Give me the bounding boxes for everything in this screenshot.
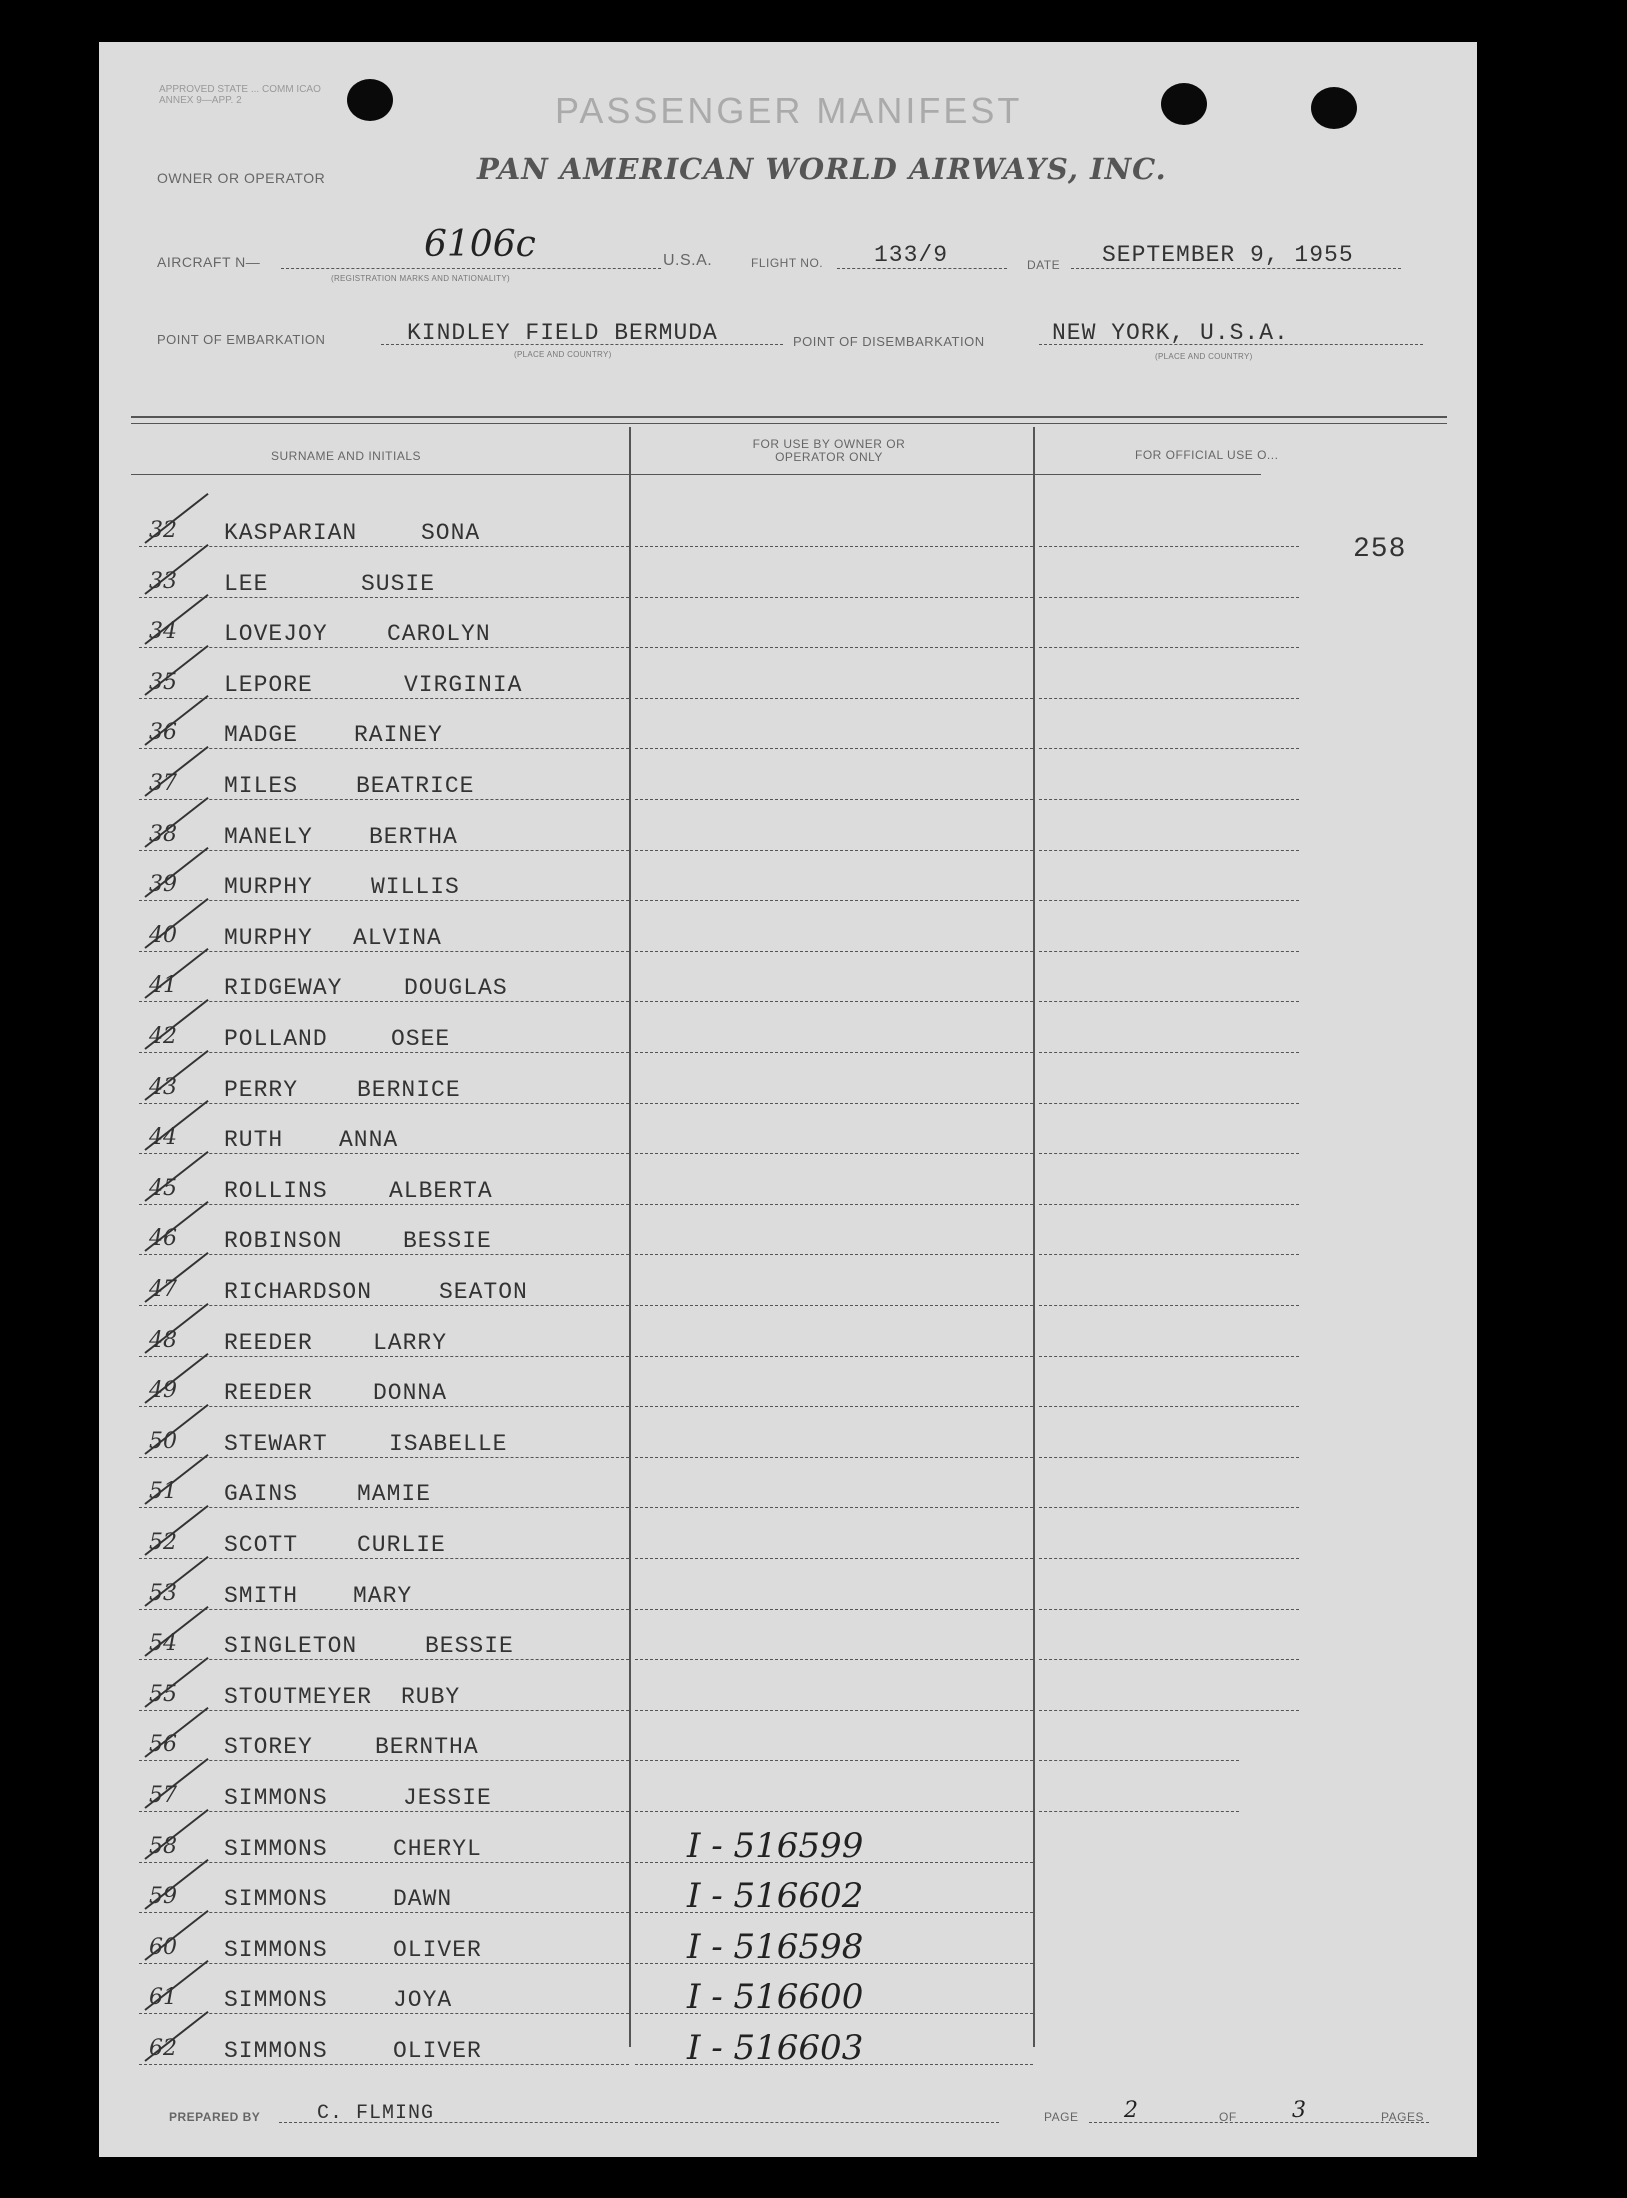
passenger-row — [99, 1275, 1477, 1326]
passenger-surname: KASPARIAN — [224, 520, 358, 546]
owner-col-underline — [635, 1609, 1033, 1610]
passenger-row — [99, 1781, 1477, 1832]
official-col-underline — [1039, 1153, 1299, 1154]
row-number: 57 — [149, 1783, 177, 1808]
of-label: OF — [1219, 2110, 1237, 2124]
official-col-underline — [1039, 647, 1299, 648]
passenger-given-name: BERTHA — [369, 824, 458, 850]
owner-col-underline — [635, 1103, 1033, 1104]
row-number: 58 — [149, 1834, 177, 1859]
row-number: 61 — [149, 1985, 177, 2010]
row-number: 36 — [149, 720, 177, 745]
col-header-owner: FOR USE BY OWNER OR OPERATOR ONLY — [752, 437, 906, 464]
row-number: 35 — [149, 670, 177, 695]
name-underline — [139, 1912, 629, 1913]
owner-col-underline — [635, 1204, 1033, 1205]
passenger-given-name: BERNICE — [357, 1077, 461, 1103]
official-col-underline — [1039, 1254, 1299, 1255]
official-col-underline — [1039, 1558, 1299, 1559]
passenger-row — [99, 668, 1477, 719]
official-col-underline — [1039, 1760, 1239, 1761]
name-underline — [139, 1558, 629, 1559]
owner-col-underline — [635, 1659, 1033, 1660]
name-underline — [139, 1356, 629, 1357]
document-number: I - 516598 — [687, 1927, 864, 1967]
passenger-given-name: BESSIE — [403, 1228, 492, 1254]
embark-value: KINDLEY FIELD BERMUDA — [407, 320, 718, 346]
row-number: 33 — [149, 569, 177, 594]
passenger-row — [99, 1876, 1477, 1933]
passenger-given-name: LARRY — [373, 1330, 448, 1356]
passenger-given-name: ALVINA — [353, 925, 442, 951]
passenger-row — [99, 1629, 1477, 1680]
document-number: I - 516599 — [687, 1826, 864, 1866]
row-number: 39 — [149, 872, 177, 897]
name-underline — [139, 1305, 629, 1306]
manifest-page — [99, 42, 1477, 2157]
row-number: 42 — [149, 1024, 177, 1049]
passenger-row — [99, 1073, 1477, 1124]
passenger-surname: SIMMONS — [224, 1785, 328, 1811]
passenger-given-name: SEATON — [439, 1279, 528, 1305]
passenger-surname: PERRY — [224, 1077, 299, 1103]
approval-stamp: APPROVED STATE ... COMM ICAO ANNEX 9—APP. 2 — [159, 84, 321, 106]
name-underline — [139, 1811, 629, 1812]
flight-line — [837, 268, 1007, 269]
pages-label: PAGES — [1381, 2110, 1424, 2124]
row-number: 48 — [149, 1328, 177, 1353]
official-col-underline — [1039, 799, 1299, 800]
passenger-given-name: DONNA — [373, 1380, 448, 1406]
passenger-row — [99, 1376, 1477, 1427]
name-underline — [139, 850, 629, 851]
passenger-surname: MILES — [224, 773, 299, 799]
row-number: 38 — [149, 822, 177, 847]
official-col-underline — [1039, 1305, 1299, 1306]
passenger-row — [99, 1730, 1477, 1781]
passenger-row — [99, 971, 1477, 1022]
row-number: 54 — [149, 1631, 177, 1656]
passenger-surname: LEPORE — [224, 672, 313, 698]
passenger-surname: ROLLINS — [224, 1178, 328, 1204]
owner-col-underline — [635, 647, 1033, 648]
official-col-underline — [1039, 1457, 1299, 1458]
passenger-row — [99, 2028, 1477, 2085]
row-number: 41 — [149, 973, 177, 998]
col-header-official: FOR OFFICIAL USE O... — [1135, 448, 1279, 462]
passenger-row — [99, 921, 1477, 972]
passenger-row — [99, 1528, 1477, 1579]
passenger-given-name: ANNA — [339, 1127, 399, 1153]
passenger-row — [99, 718, 1477, 769]
passenger-surname: RICHARDSON — [224, 1279, 373, 1305]
passenger-surname: SCOTT — [224, 1532, 299, 1558]
passenger-row — [99, 1224, 1477, 1275]
passenger-surname: GAINS — [224, 1481, 299, 1507]
official-col-underline — [1039, 900, 1299, 901]
official-col-underline — [1039, 1659, 1299, 1660]
name-underline — [139, 900, 629, 901]
row-number: 37 — [149, 771, 177, 796]
row-number: 40 — [149, 923, 177, 948]
row-number: 47 — [149, 1277, 177, 1302]
passenger-given-name: SONA — [421, 520, 481, 546]
table-top-rule — [131, 416, 1447, 418]
official-col-underline — [1039, 1356, 1299, 1357]
page-value: 2 — [1124, 2098, 1138, 2123]
name-underline — [139, 1963, 629, 1964]
place-note-1: (PLACE AND COUNTRY) — [514, 350, 612, 359]
passenger-surname: MANELY — [224, 824, 313, 850]
row-number: 60 — [149, 1935, 177, 1960]
name-underline — [139, 1507, 629, 1508]
passenger-given-name: WILLIS — [371, 874, 460, 900]
passenger-row — [99, 617, 1477, 668]
official-col-underline — [1039, 1052, 1299, 1053]
disembark-value: NEW YORK, U.S.A. — [1052, 320, 1289, 346]
owner-col-underline — [635, 546, 1033, 547]
owner-col-underline — [635, 1710, 1033, 1711]
official-col-underline — [1039, 951, 1299, 952]
passenger-surname: MURPHY — [224, 874, 313, 900]
passenger-row — [99, 1326, 1477, 1377]
name-underline — [139, 597, 629, 598]
name-underline — [139, 1760, 629, 1761]
passenger-row — [99, 1123, 1477, 1174]
passenger-given-name: BERNTHA — [375, 1734, 479, 1760]
embark-label: POINT OF EMBARKATION — [157, 332, 326, 347]
punch-hole — [1161, 83, 1207, 125]
passenger-surname: MADGE — [224, 722, 299, 748]
official-col-underline — [1039, 1103, 1299, 1104]
stamp-number: 258 — [1353, 534, 1407, 565]
owner-col-underline — [635, 1153, 1033, 1154]
passenger-surname: SINGLETON — [224, 1633, 358, 1659]
manifest-title: PASSENGER MANIFEST — [555, 90, 1023, 131]
official-col-underline — [1039, 1001, 1299, 1002]
owner-col-underline — [635, 1305, 1033, 1306]
row-number: 32 — [149, 518, 177, 543]
of-value: 3 — [1292, 2098, 1306, 2123]
passenger-given-name: BEATRICE — [356, 773, 475, 799]
owner-col-underline — [635, 1356, 1033, 1357]
passenger-surname: SIMMONS — [224, 1886, 328, 1912]
row-number: 46 — [149, 1226, 177, 1251]
passenger-row — [99, 1477, 1477, 1528]
page-line — [1089, 2122, 1429, 2123]
owner-col-underline — [635, 900, 1033, 901]
passenger-surname: LEE — [224, 571, 269, 597]
passenger-given-name: CAROLYN — [387, 621, 491, 647]
aircraft-label: AIRCRAFT N— — [157, 254, 261, 270]
row-number: 45 — [149, 1176, 177, 1201]
passenger-surname: SIMMONS — [224, 1836, 328, 1862]
owner-label: OWNER OR OPERATOR — [157, 170, 326, 186]
row-number: 62 — [149, 2036, 177, 2061]
row-number: 43 — [149, 1075, 177, 1100]
flight-value: 133/9 — [874, 242, 949, 268]
passenger-row — [99, 769, 1477, 820]
passenger-given-name: ISABELLE — [389, 1431, 508, 1457]
name-underline — [139, 748, 629, 749]
official-col-underline — [1039, 748, 1299, 749]
passenger-surname: POLLAND — [224, 1026, 328, 1052]
document-number: I - 516600 — [687, 1977, 864, 2017]
passenger-given-name: JESSIE — [403, 1785, 492, 1811]
passenger-surname: ROBINSON — [224, 1228, 343, 1254]
passenger-surname: MURPHY — [224, 925, 313, 951]
row-number: 44 — [149, 1125, 177, 1150]
passenger-given-name: CURLIE — [357, 1532, 446, 1558]
name-underline — [139, 698, 629, 699]
disembark-label: POINT OF DISEMBARKATION — [793, 334, 985, 349]
official-col-underline — [1039, 546, 1299, 547]
name-underline — [139, 1609, 629, 1610]
name-underline — [139, 1204, 629, 1205]
passenger-surname: STOUTMEYER — [224, 1684, 373, 1710]
official-col-underline — [1039, 1406, 1299, 1407]
passenger-given-name: ALBERTA — [389, 1178, 493, 1204]
passenger-given-name: DOUGLAS — [404, 975, 508, 1001]
owner-col-underline — [635, 698, 1033, 699]
aircraft-line — [281, 268, 661, 269]
name-underline — [139, 799, 629, 800]
name-underline — [139, 1153, 629, 1154]
date-line — [1071, 268, 1401, 269]
official-col-underline — [1039, 597, 1299, 598]
passenger-surname: RIDGEWAY — [224, 975, 343, 1001]
passenger-surname: SIMMONS — [224, 2038, 328, 2064]
owner-col-underline — [635, 1760, 1033, 1761]
owner-col-underline — [635, 799, 1033, 800]
passenger-surname: REEDER — [224, 1380, 313, 1406]
passenger-given-name: VIRGINIA — [404, 672, 523, 698]
prepared-value: C. FLMING — [317, 2102, 435, 2125]
punch-hole — [1311, 87, 1357, 129]
name-underline — [139, 1103, 629, 1104]
passenger-surname: STOREY — [224, 1734, 313, 1760]
passenger-row — [99, 1427, 1477, 1478]
row-number: 34 — [149, 619, 177, 644]
passenger-given-name: OSEE — [391, 1026, 451, 1052]
official-col-underline — [1039, 1507, 1299, 1508]
official-col-underline — [1039, 698, 1299, 699]
passenger-surname: LOVEJOY — [224, 621, 328, 647]
row-number: 50 — [149, 1429, 177, 1454]
passenger-row — [99, 1977, 1477, 2034]
row-number: 52 — [149, 1530, 177, 1555]
company-name: PAN AMERICAN WORLD AIRWAYS, INC. — [477, 152, 1167, 186]
name-underline — [139, 1659, 629, 1660]
official-col-underline — [1039, 1811, 1239, 1812]
owner-col-underline — [635, 1406, 1033, 1407]
passenger-given-name: OLIVER — [393, 1937, 482, 1963]
name-underline — [139, 1862, 629, 1863]
passenger-surname: RUTH — [224, 1127, 284, 1153]
passenger-given-name: MAMIE — [357, 1481, 432, 1507]
passenger-row — [99, 1174, 1477, 1225]
passenger-row — [99, 567, 1477, 618]
flight-label: FLIGHT NO. — [751, 256, 824, 270]
owner-col-underline — [635, 1001, 1033, 1002]
name-underline — [139, 647, 629, 648]
passenger-surname: REEDER — [224, 1330, 313, 1356]
owner-col-underline — [635, 1052, 1033, 1053]
row-number: 49 — [149, 1378, 177, 1403]
passenger-given-name: DAWN — [393, 1886, 453, 1912]
owner-col-underline — [635, 1507, 1033, 1508]
passenger-given-name: OLIVER — [393, 2038, 482, 2064]
name-underline — [139, 2064, 629, 2065]
col-header-surname: SURNAME AND INITIALS — [271, 449, 422, 463]
owner-col-underline — [635, 1457, 1033, 1458]
prepared-label: PREPARED BY — [169, 2110, 261, 2124]
aircraft-value: 6106c — [424, 224, 536, 265]
name-underline — [139, 951, 629, 952]
owner-col-underline — [635, 1254, 1033, 1255]
passenger-row — [99, 1579, 1477, 1630]
owner-col-underline — [635, 597, 1033, 598]
row-number: 53 — [149, 1581, 177, 1606]
name-underline — [139, 1457, 629, 1458]
passenger-row — [99, 820, 1477, 871]
owner-col-underline — [635, 850, 1033, 851]
row-number: 55 — [149, 1682, 177, 1707]
passenger-given-name: MARY — [353, 1583, 413, 1609]
passenger-given-name: SUSIE — [361, 571, 436, 597]
passenger-given-name: BESSIE — [425, 1633, 514, 1659]
official-col-underline — [1039, 1609, 1299, 1610]
passenger-row — [99, 516, 1477, 567]
passenger-row — [99, 1022, 1477, 1073]
passenger-row — [99, 1680, 1477, 1731]
usa-label: U.S.A. — [663, 252, 713, 269]
name-underline — [139, 1406, 629, 1407]
passenger-given-name: RUBY — [401, 1684, 461, 1710]
owner-col-underline — [635, 951, 1033, 952]
name-underline — [139, 1710, 629, 1711]
name-underline — [139, 1001, 629, 1002]
passenger-surname: SIMMONS — [224, 1987, 328, 2013]
table-top-rule-2 — [131, 423, 1447, 424]
official-col-underline — [1039, 850, 1299, 851]
passenger-given-name: CHERYL — [393, 1836, 482, 1862]
name-underline — [139, 1254, 629, 1255]
owner-col-underline — [635, 748, 1033, 749]
name-underline — [139, 1052, 629, 1053]
passenger-given-name: JOYA — [393, 1987, 453, 2013]
row-number: 59 — [149, 1884, 177, 1909]
official-col-underline — [1039, 1710, 1299, 1711]
name-underline — [139, 2013, 629, 2014]
registration-note: (REGISTRATION MARKS AND NATIONALITY) — [331, 274, 510, 283]
passenger-given-name: RAINEY — [354, 722, 443, 748]
date-value: SEPTEMBER 9, 1955 — [1102, 242, 1354, 268]
page-label: PAGE — [1044, 2110, 1079, 2124]
owner-col-underline — [635, 1558, 1033, 1559]
official-col-underline — [1039, 1204, 1299, 1205]
header-underline — [131, 474, 1261, 475]
passenger-surname: STEWART — [224, 1431, 328, 1457]
row-number: 56 — [149, 1732, 177, 1757]
document-number: I - 516602 — [687, 1876, 864, 1916]
punch-hole — [347, 79, 393, 121]
passenger-surname: SIMMONS — [224, 1937, 328, 1963]
date-label: DATE — [1027, 258, 1061, 272]
name-underline — [139, 546, 629, 547]
place-note-2: (PLACE AND COUNTRY) — [1155, 352, 1253, 361]
document-number: I - 516603 — [687, 2028, 864, 2068]
row-number: 51 — [149, 1479, 177, 1504]
owner-col-underline — [635, 1811, 1033, 1812]
passenger-row — [99, 870, 1477, 921]
passenger-surname: SMITH — [224, 1583, 299, 1609]
